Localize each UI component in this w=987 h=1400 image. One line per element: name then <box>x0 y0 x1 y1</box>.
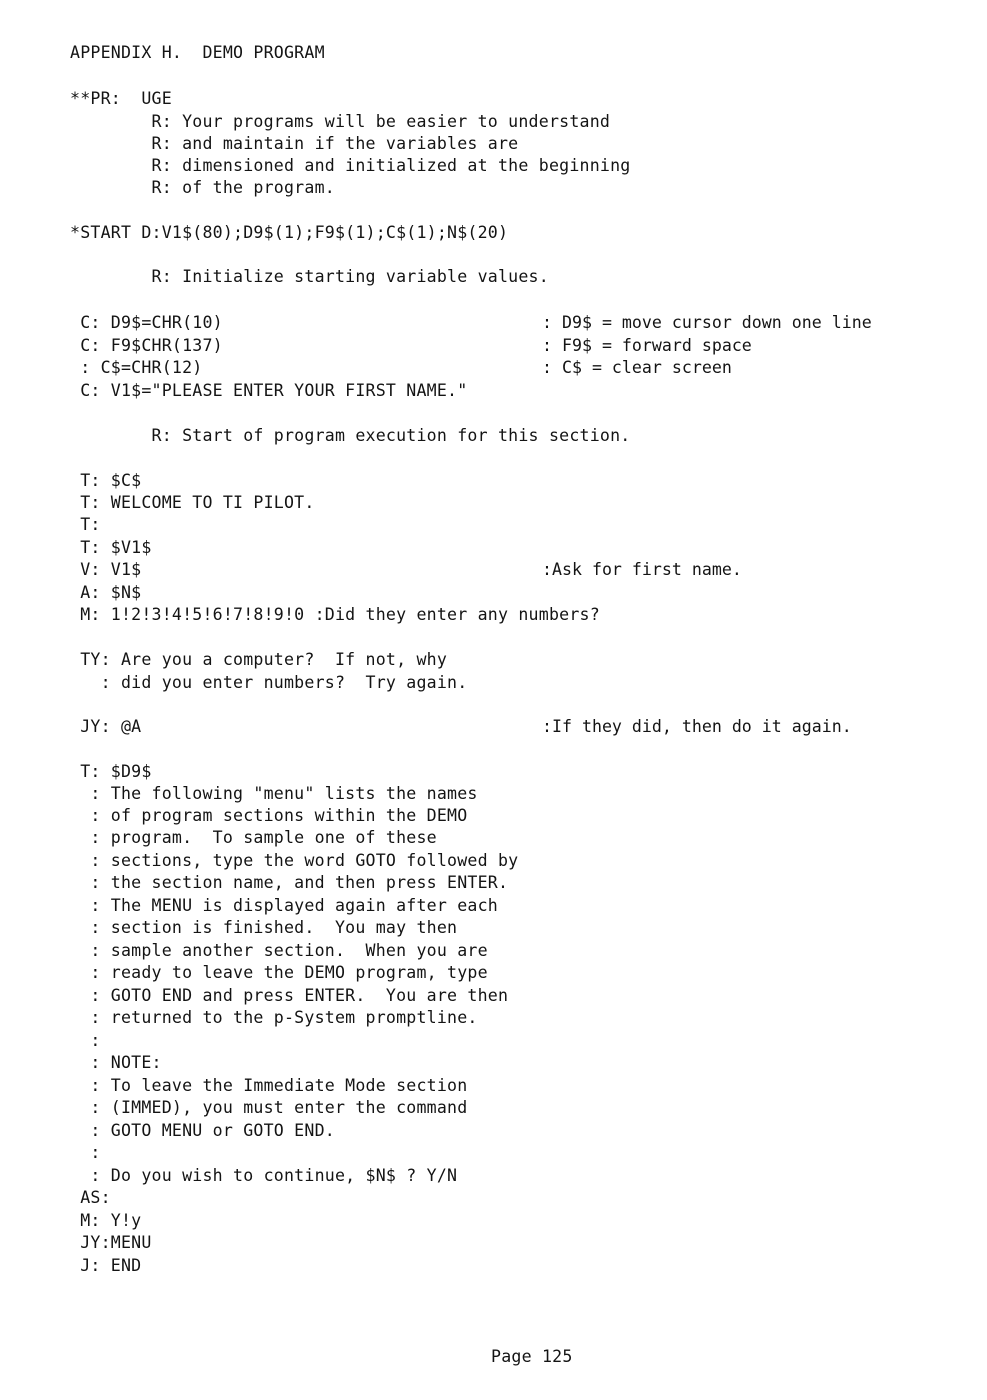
code-line: T: <box>70 515 101 534</box>
code-line: : sections, type the word GOTO followed by <box>70 851 519 870</box>
code-line: : of program sections within the DEMO <box>70 806 468 825</box>
code-line: C: F9$CHR(137) <box>70 336 223 355</box>
code-line: : Do you wish to continue, $N$ ? Y/N <box>70 1166 458 1185</box>
code-line: M: 1!2!3!4!5!6!7!8!9!0 :Did they enter any numbers? <box>70 605 600 624</box>
code-line: : C$=CHR(12) <box>70 358 203 377</box>
code-line: : GOTO END and press ENTER. You are then <box>70 986 509 1005</box>
appendix-heading: APPENDIX H. DEMO PROGRAM <box>70 43 325 62</box>
code-comment: : D9$ = move cursor down one line <box>542 313 872 332</box>
code-line: : The following "menu" lists the names <box>70 784 478 803</box>
code-line: : The MENU is displayed again after each <box>70 896 498 915</box>
code-line: R: Your programs will be easier to understand <box>70 112 611 131</box>
code-line: : program. To sample one of these <box>70 828 437 847</box>
init-remark: R: Initialize starting variable values. <box>70 267 549 286</box>
code-line: JY: @A <box>70 717 142 736</box>
code-line: AS: <box>70 1188 111 1207</box>
code-line: T: $V1$ <box>70 538 152 557</box>
code-line: J: END <box>70 1256 142 1275</box>
code-line: R: of the program. <box>70 178 335 197</box>
code-line: C: D9$=CHR(10) <box>70 313 223 332</box>
code-comment: : C$ = clear screen <box>542 358 732 377</box>
code-line: T: $C$ <box>70 471 142 490</box>
code-comment: :If they did, then do it again. <box>542 717 852 736</box>
code-line: T: WELCOME TO TI PILOT. <box>70 493 315 512</box>
code-line: M: Y!y <box>70 1211 142 1230</box>
code-line: : section is finished. You may then <box>70 918 458 937</box>
exec-remark: R: Start of program execution for this section. <box>70 426 631 445</box>
code-line: : sample another section. When you are <box>70 941 488 960</box>
code-line: TY: Are you a computer? If not, why <box>70 650 448 669</box>
code-comment: :Ask for first name. <box>542 560 742 579</box>
code-line: : the section name, and then press ENTER. <box>70 873 509 892</box>
code-line: : returned to the p-System promptline. <box>70 1008 478 1027</box>
code-line: : To leave the Immediate Mode section <box>70 1076 468 1095</box>
code-line: R: and maintain if the variables are <box>70 134 519 153</box>
start-line: *START D:V1$(80);D9$(1);F9$(1);C$(1);N$(20) <box>70 223 509 242</box>
code-line: **PR: UGE <box>70 89 172 108</box>
code-line: : <box>70 1143 101 1162</box>
code-line: T: $D9$ <box>70 762 152 781</box>
code-line: : (IMMED), you must enter the command <box>70 1098 468 1117</box>
code-comment: : F9$ = forward space <box>542 336 752 355</box>
code-line: : <box>70 1031 101 1050</box>
code-line: : NOTE: <box>70 1053 162 1072</box>
code-line: : did you enter numbers? Try again. <box>70 673 468 692</box>
code-line: JY:MENU <box>70 1233 152 1252</box>
code-line: A: $N$ <box>70 583 142 602</box>
code-line: V: V1$ <box>70 560 142 579</box>
code-line: R: dimensioned and initialized at the beginning <box>70 156 631 175</box>
code-line: C: V1$="PLEASE ENTER YOUR FIRST NAME." <box>70 381 468 400</box>
code-line: : ready to leave the DEMO program, type <box>70 963 488 982</box>
code-line: : GOTO MENU or GOTO END. <box>70 1121 335 1140</box>
page-number: Page 125 <box>491 1347 573 1366</box>
